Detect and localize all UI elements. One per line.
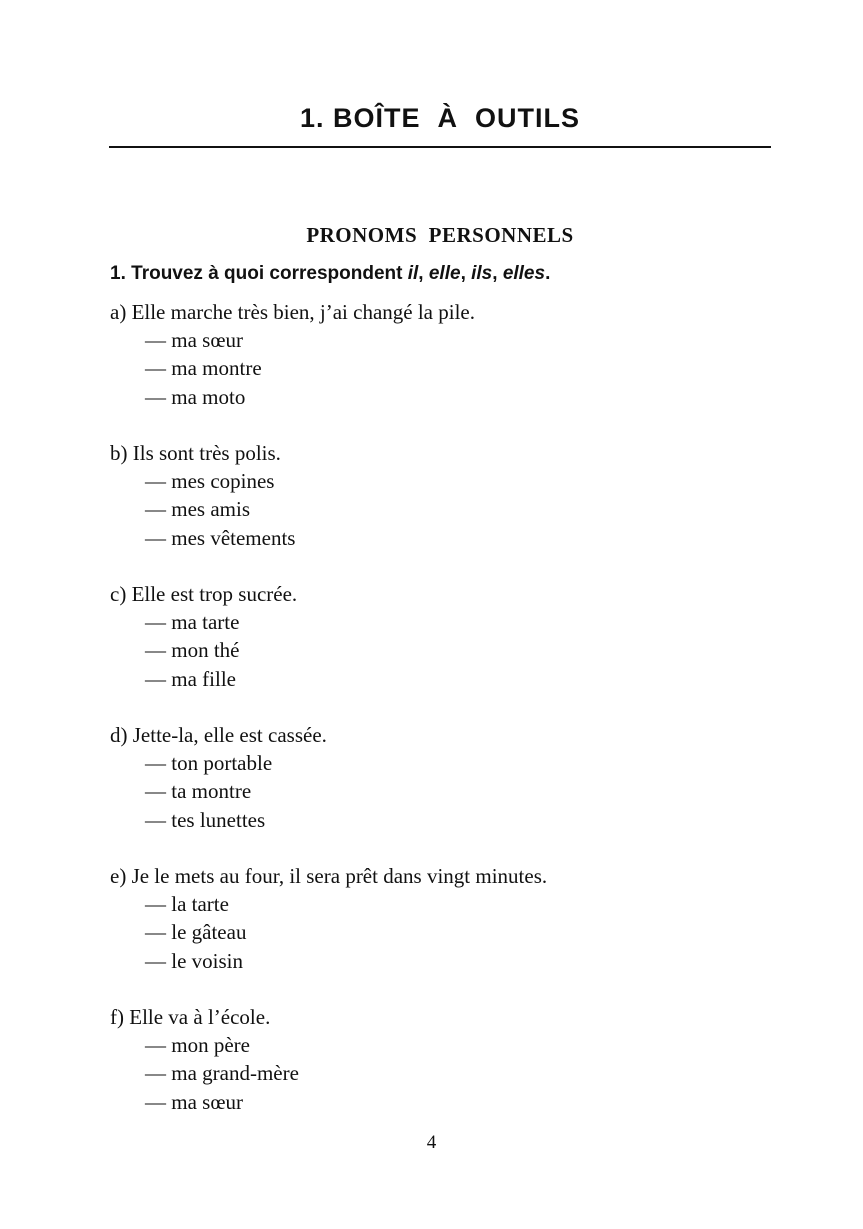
- answer-option: — mes amis: [145, 497, 250, 522]
- question-e: [110, 862, 810, 975]
- answer-option: — mes copines: [145, 469, 275, 494]
- instruction-separator: ,: [492, 263, 503, 284]
- answer-option: — ta montre: [145, 779, 252, 804]
- answer-option: — tes lunettes: [145, 807, 266, 832]
- question-stem: a) Elle marche très bien, j’ai changé la pile.: [110, 300, 475, 324]
- answer-option: — ma fille: [145, 666, 236, 691]
- instruction-separator: ,: [418, 263, 429, 284]
- pronoun-ils: ils: [471, 263, 493, 284]
- question-stem: c) Elle est trop sucrée.: [110, 582, 298, 606]
- question-a: [110, 298, 810, 411]
- exercise-number: 1.: [110, 263, 126, 284]
- question-f: [110, 1003, 810, 1116]
- answer-option: — ton portable: [145, 751, 273, 776]
- answer-option: — ma moto: [145, 384, 246, 409]
- answer-option: — le gâteau: [145, 920, 247, 945]
- pronoun-elle: elle: [428, 263, 461, 284]
- answer-option: — mes vêtements: [145, 525, 296, 550]
- answer-option: — ma grand-mère: [145, 1061, 299, 1086]
- answer-option: — ma tarte: [145, 610, 240, 635]
- answer-option: — mon père: [145, 1033, 250, 1058]
- question-list: [110, 298, 810, 1144]
- question-stem: b) Ils sont très polis.: [110, 441, 281, 465]
- exercise-instruction: [110, 261, 810, 287]
- instruction-separator: ,: [460, 263, 472, 284]
- question-d: [110, 721, 810, 834]
- answer-option: — le voisin: [145, 948, 243, 973]
- instruction-text: Trouvez à quoi correspondent: [125, 263, 408, 284]
- answer-option: — ma sœur: [145, 328, 243, 353]
- section-title: PRONOMS PERSONNELS: [306, 223, 574, 247]
- page-number: 4: [426, 1132, 437, 1153]
- question-stem: f) Elle va à l’école.: [110, 1005, 271, 1029]
- instruction-end: .: [545, 263, 551, 284]
- pronoun-elles: elles: [502, 263, 546, 284]
- title-divider: [109, 146, 771, 148]
- answer-option: — la tarte: [145, 892, 229, 917]
- answer-option: — ma montre: [145, 356, 262, 381]
- question-b: [110, 439, 810, 552]
- question-stem: e) Je le mets au four, il sera prêt dans vingt minutes.: [110, 864, 548, 888]
- answer-option: — ma sœur: [145, 1089, 243, 1114]
- answer-option: — mon thé: [145, 638, 240, 663]
- pronoun-il: il: [407, 263, 419, 284]
- question-stem: d) Jette-la, elle est cassée.: [110, 723, 327, 747]
- chapter-title: 1. BOÎTE À OUTILS: [299, 103, 581, 133]
- question-c: [110, 580, 810, 693]
